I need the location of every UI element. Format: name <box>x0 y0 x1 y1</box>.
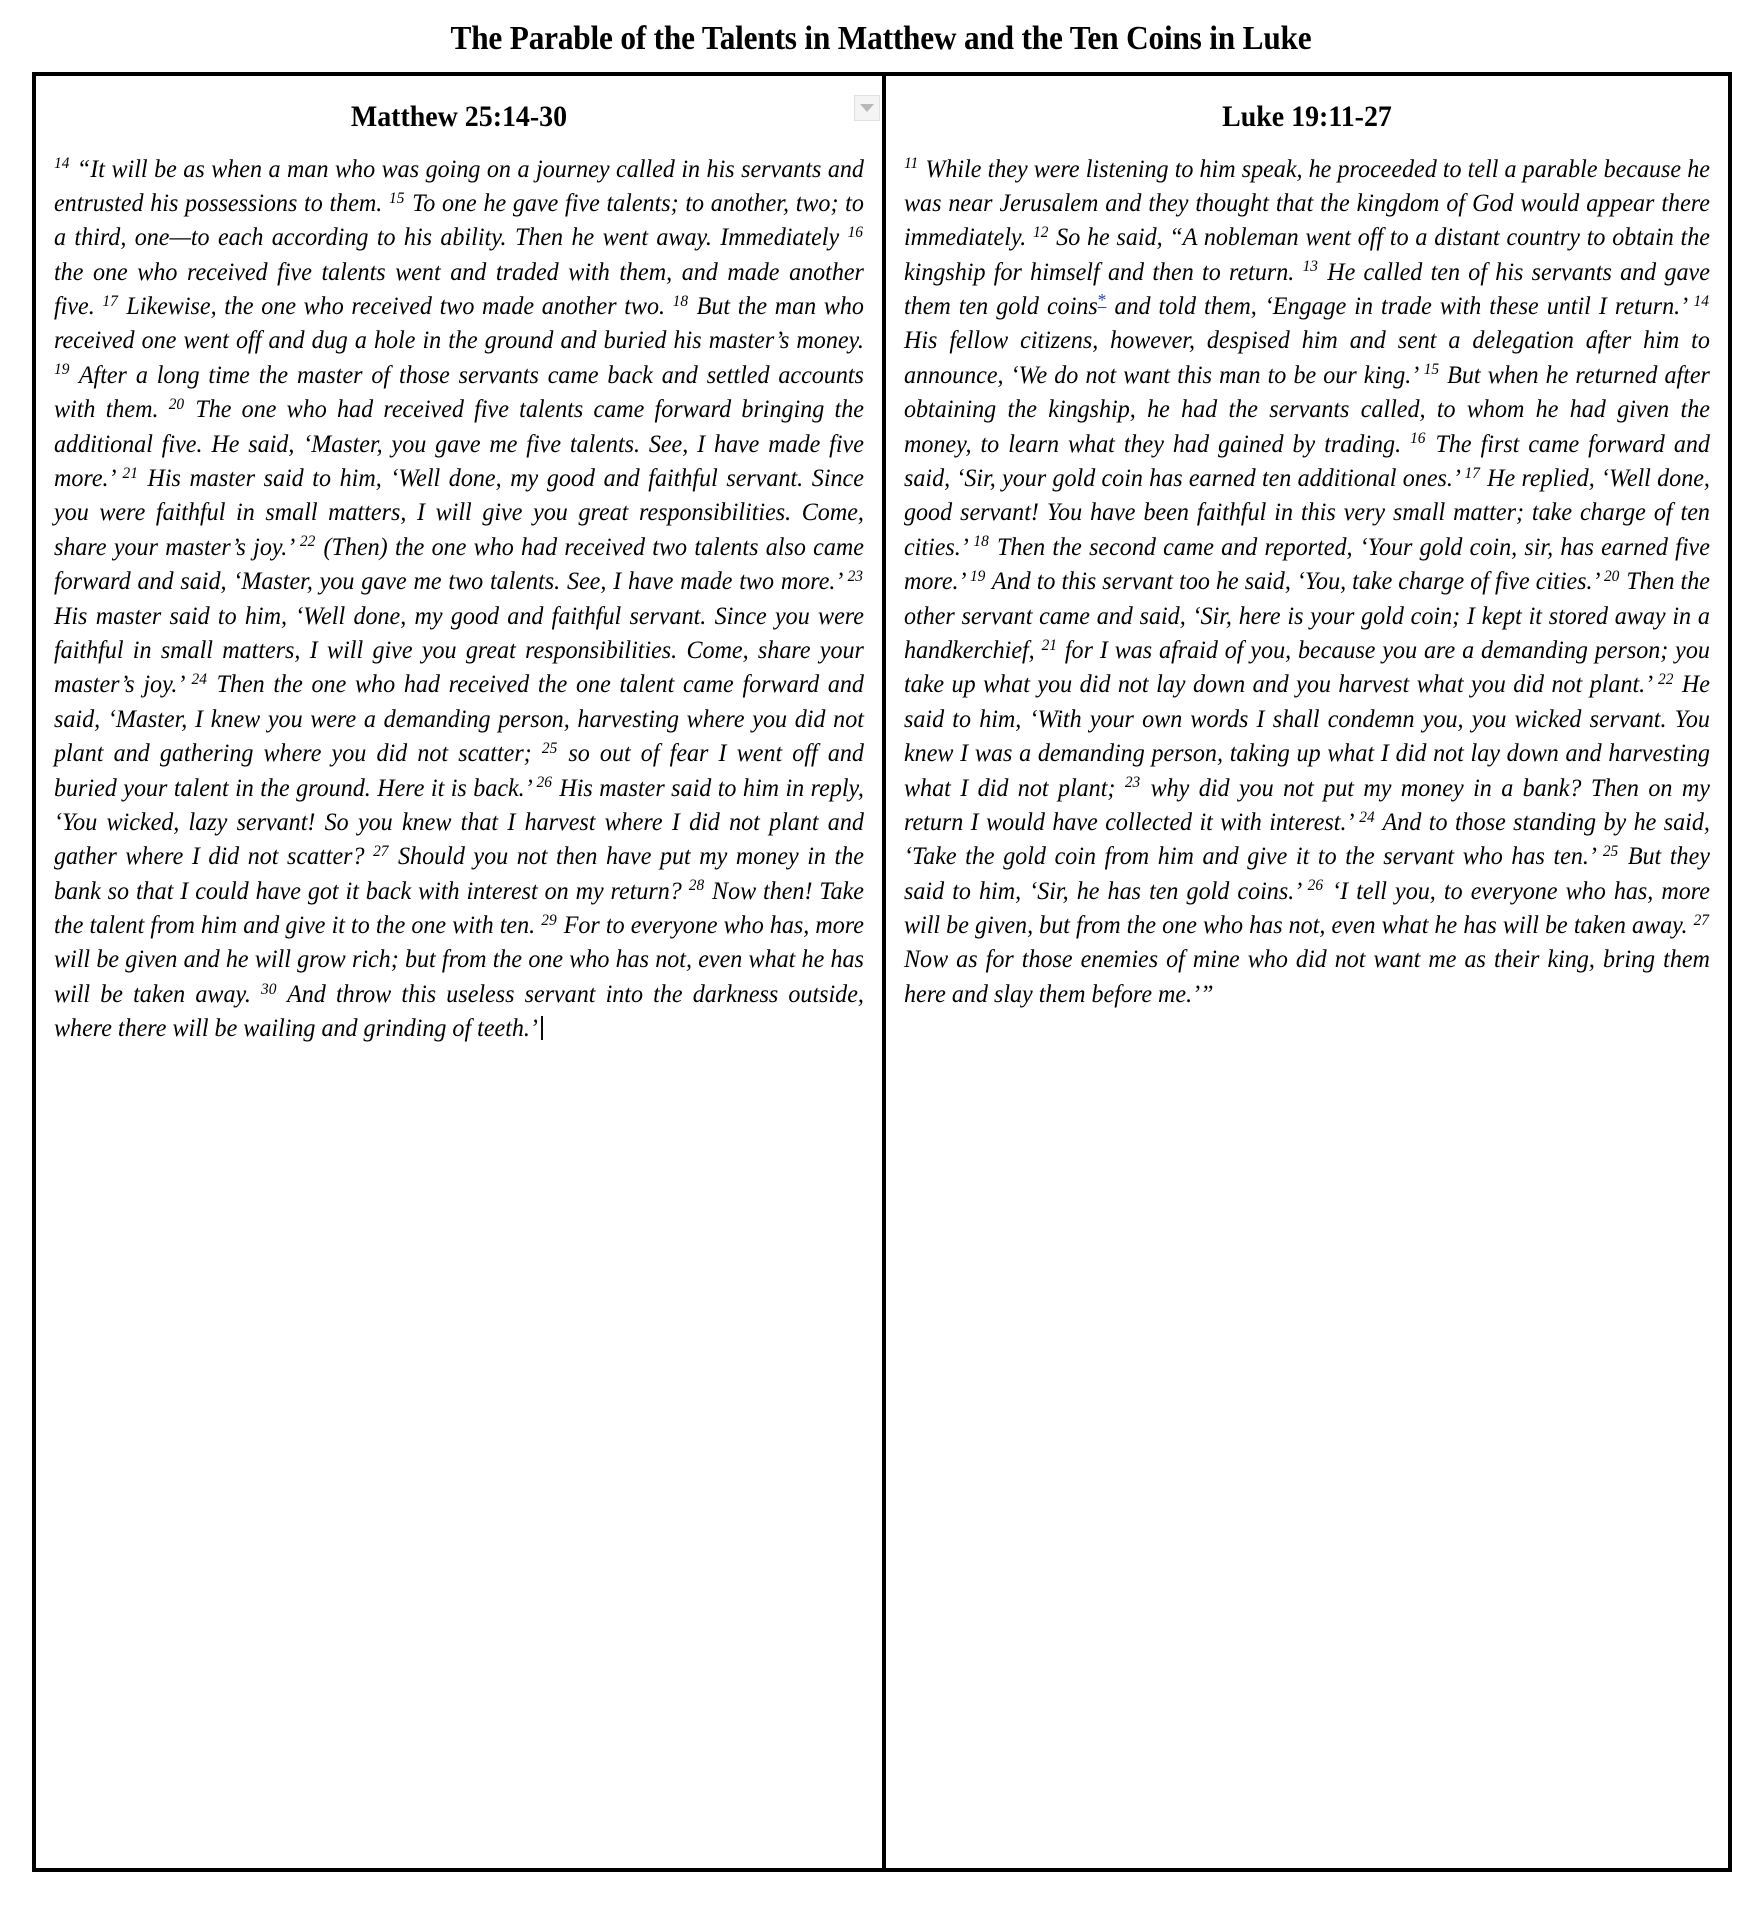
verse-text: Likewise, the one who received two made another two. <box>126 293 666 321</box>
verse-text: The one who had received five talents came forward bringing the additional five. He said, ‘Master, you gave me five talents. See, I have made five more.’ <box>54 396 864 493</box>
verse-number: 17 <box>1464 464 1480 482</box>
comparison-table <box>32 72 1732 1872</box>
verse-number: 19 <box>54 361 70 379</box>
verse-text: But the man who received one went off and dug a hole in the ground and buried his master’s money. <box>54 293 864 355</box>
verse-number: 11 <box>904 155 919 173</box>
verse-text: the one who received five talents went and traded with them, and made another five. <box>54 258 864 321</box>
verse-number: 29 <box>541 911 557 929</box>
verse-number: 23 <box>847 567 863 585</box>
footnote-link[interactable]: * <box>1097 289 1107 310</box>
verse-text: His master said to him, ‘Well done, my good and faithful servant. Since you were faithful in small matters, I will give you great responsibilities. Come, share your master’s joy.’ <box>54 465 864 561</box>
verse-number: 16 <box>1410 430 1426 448</box>
chevron-down-icon[interactable] <box>854 95 880 121</box>
verse-number: 21 <box>1041 636 1057 654</box>
verse-text: The first came forward and said, ‘Sir, your gold coin has earned ten additional ones.’ <box>904 430 1710 493</box>
chevron-down-glyph <box>860 104 874 112</box>
verse-text: why did you not put my money in a bank? Then on my return I would have collected it with interest.’ <box>904 774 1710 836</box>
text-cursor <box>541 1016 543 1041</box>
table-cell-luke[interactable] <box>884 74 1730 1870</box>
verse-text: and told them, ‘Engage in trade with these until I return.’ <box>1106 293 1686 321</box>
verse-text: And to this servant too he said, ‘You, take charge of five cities.’ <box>991 568 1598 596</box>
verse-number: 16 <box>847 223 863 241</box>
verse-number: 24 <box>1359 808 1375 826</box>
verse-text: And to those standing by he said, ‘Take the gold coin from him and give it to the servant who has ten.’ <box>904 808 1710 871</box>
verse-number: 23 <box>1124 774 1141 792</box>
verse-text: He called ten of his servants and gave them ten gold coins <box>904 258 1710 321</box>
verse-text: After a long time the master of those servants came back and settled accounts with them. <box>54 361 864 424</box>
verse-number: 21 <box>122 464 138 482</box>
verse-text: Then the other servant came and said, ‘Sir, here is your gold coin; I kept it stored away in a handkerchief, <box>904 568 1710 664</box>
verse-number: 26 <box>1307 877 1324 895</box>
verse-text: (Then) the one who had received two talents also came forward and said, ‘Master, you gave me two talents. See, I have made two more.’ <box>54 533 864 596</box>
verse-text: so out of fear I went off and buried your talent in the ground. Here it is back.’ <box>54 740 864 802</box>
verse-number: 15 <box>1423 361 1440 379</box>
verse-number: 24 <box>191 670 207 688</box>
verse-text: Then the second came and reported, ‘Your gold coin, sir, has earned five more.’ <box>904 533 1710 596</box>
verse-text: And throw this useless servant into the darkness outside, where there will be wailing and grinding of teeth.’ <box>54 980 864 1043</box>
verse-number: 20 <box>1603 567 1620 585</box>
verse-number: 12 <box>1033 223 1049 241</box>
table-row <box>34 74 1730 1870</box>
verse-number: 28 <box>688 877 705 895</box>
verse-text: “It will be as when a man who was going on a journey called in his servants and entrusted his possessions to them. <box>54 155 864 217</box>
verse-text: Then the one who had received the one talent came forward and said, ‘Master, I knew you were a demanding person, harvesting where you did not plant and gathering where you did not scatter; <box>54 671 864 768</box>
verse-text: For to everyone who has, more will be given and he will grow rich; but from the one who has not, even what he has will be taken away. <box>54 912 864 1008</box>
verse-text: Now then! Take the talent from him and give it to the one with ten. <box>54 877 864 940</box>
verse-text: He replied, ‘Well done, good servant! You have been faithful in this very small matter; take charge of ten cities.’ <box>904 465 1710 561</box>
verse-number: 19 <box>969 567 986 585</box>
verse-text: for I was afraid of you, because you are a demanding person; you take up what you did not lay down and you harvest what you did not plant.’ <box>904 636 1710 699</box>
verse-number: 15 <box>388 189 405 207</box>
verse-number: 30 <box>260 980 277 998</box>
verse-number: 22 <box>1658 670 1674 688</box>
verse-number: 14 <box>1693 292 1709 310</box>
verse-number: 17 <box>102 292 118 310</box>
verse-number: 14 <box>54 155 70 173</box>
verse-text: His master said to him in reply, ‘You wicked, lazy servant! So you knew that I harvest where I did not plant and gather where I did not scatter? <box>54 774 864 871</box>
verse-text: ‘I tell you, to everyone who has, more will be given, but from the one who has not, even what he has will be taken away. <box>904 877 1710 940</box>
verse-number: 27 <box>373 842 389 860</box>
comparison-table-container <box>32 72 1732 1872</box>
passage-text-luke[interactable] <box>904 153 1710 1013</box>
verse-text: His fellow citizens, however, despised him and sent a delegation after him to announce, ‘We do not want this man to be our king.’ <box>904 327 1710 389</box>
verse-text: He said to him, ‘With your own words I shall condemn you, you wicked servant. You knew I was a demanding person, taking up what I did not lay down and harvesting what I did not plant; <box>904 671 1710 802</box>
verse-number: 25 <box>541 739 558 757</box>
verse-text: Now as for those enemies of mine who did not want me as their king, bring them here and slay them before me.’” <box>904 946 1710 1008</box>
table-cell-matthew[interactable] <box>34 74 884 1870</box>
verse-number: 20 <box>168 395 185 413</box>
verse-text: His master said to him, ‘Well done, my good and faithful servant. Since you were faithful in small matters, I will give you great responsibilities. Come, share your master’s joy.’ <box>54 602 864 699</box>
column-heading-luke: Luke 19:11-27 <box>1222 100 1392 133</box>
verse-number: 18 <box>973 533 989 551</box>
verse-number: 18 <box>672 292 689 310</box>
page-title: The Parable of the Talents in Matthew and the Ten Coins in Luke <box>450 20 1312 57</box>
verse-number: 26 <box>536 774 552 792</box>
verse-number: 22 <box>299 533 316 551</box>
verse-text: But they said to him, ‘Sir, he has ten gold coins.’ <box>904 843 1710 905</box>
verse-number: 13 <box>1302 258 1318 276</box>
verse-text: To one he gave five talents; to another, two; to a third, one—to each according to his ability. Then he went away. Immediately <box>54 189 864 252</box>
verse-number: 25 <box>1602 842 1619 860</box>
verse-number: 27 <box>1693 911 1709 929</box>
passage-text-matthew[interactable] <box>54 153 864 1047</box>
verse-text: So he said, “A nobleman went off to a distant country to obtain the kingship for himself and then to return. <box>904 224 1710 286</box>
verse-text: While they were listening to him speak, he proceeded to tell a parable because he was near Jerusalem and they thought that the kingdom of God would appear there immediately. <box>904 155 1710 252</box>
verse-text: Should you not then have put my money in the bank so that I could have got it back with interest on my return? <box>54 843 864 905</box>
verse-text: But when he returned after obtaining the kingship, he had the servants called, to whom he had given the money, to learn what they had gained by trading. <box>904 361 1710 458</box>
column-heading-matthew: Matthew 25:14-30 <box>350 100 568 133</box>
